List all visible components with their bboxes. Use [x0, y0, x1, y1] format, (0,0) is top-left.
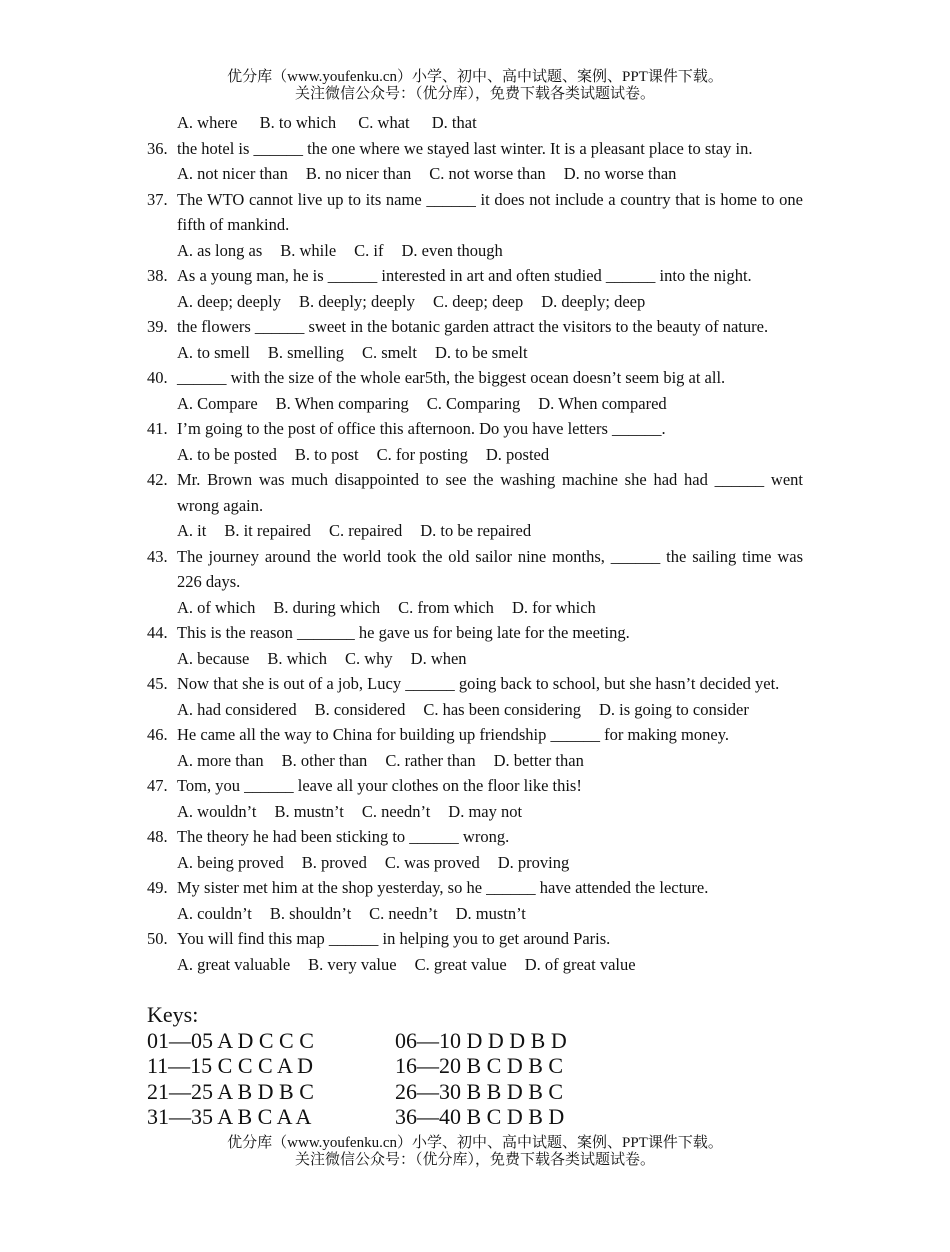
- question-item: [147, 365, 807, 391]
- key-row: [147, 1104, 567, 1130]
- option: C. from which: [398, 597, 494, 617]
- option: D. of great value: [524, 954, 636, 974]
- question-number: 41.: [147, 419, 168, 438]
- question-stem: You will find this map ______ in helping you to get around Paris.: [177, 929, 611, 948]
- key-entry: 36—40 B C D B D: [395, 1104, 565, 1129]
- option: B. while: [280, 240, 337, 260]
- option-row: [147, 595, 807, 621]
- option-row: [147, 799, 807, 825]
- question-item: [147, 620, 807, 646]
- option-row: [147, 748, 807, 774]
- option: C. what: [358, 113, 410, 132]
- option: C. why: [344, 648, 393, 668]
- option: C. needn’t: [361, 801, 431, 821]
- option: B. during which: [273, 597, 381, 617]
- option: A. Compare: [177, 393, 258, 413]
- option-row: [147, 952, 807, 978]
- question-item: [147, 314, 807, 340]
- question-item: [147, 187, 807, 238]
- option: A. great valuable: [177, 954, 291, 974]
- key-entry: 16—20 B C D B C: [395, 1053, 564, 1078]
- header-line-1: 优分库（www.youfenku.cn）小学、初中、高中试题、案例、PPT课件下载。: [227, 69, 723, 85]
- question-number: 45.: [147, 674, 168, 693]
- page-header: [0, 69, 950, 103]
- question-stem: The journey around the world took the old sailor nine months, ______ the sailing time was 226 days.: [177, 546, 803, 591]
- header-line-2: 关注微信公众号：（优分库），免费下载各类试题试卷。: [294, 86, 655, 102]
- option: D. that: [431, 113, 477, 132]
- option: C. great value: [414, 954, 507, 974]
- option: A. as long as: [177, 240, 263, 260]
- question-number: 47.: [147, 776, 168, 795]
- question-number: 42.: [147, 470, 168, 489]
- key-entry: 26—30 B B D B C: [395, 1078, 564, 1104]
- question-number: 38.: [147, 266, 168, 285]
- option: D. for which: [511, 597, 596, 617]
- option: D. no worse than: [563, 164, 677, 183]
- option: B. to which: [259, 113, 337, 132]
- option: B. shouldn’t: [269, 903, 352, 923]
- question-item: [147, 671, 807, 697]
- question-item: [147, 263, 807, 289]
- option-row: [147, 340, 807, 366]
- question-item: [147, 875, 807, 901]
- option: C. smelt: [361, 342, 417, 362]
- option-row: [147, 391, 807, 417]
- option-row: [147, 110, 807, 136]
- key-entry: 01—05 A D C C C: [147, 1027, 314, 1053]
- option: C. was proved: [384, 852, 480, 872]
- option: A. deep; deeply: [177, 291, 282, 311]
- question-number: 49.: [147, 878, 168, 897]
- option: D. is going to consider: [598, 699, 749, 719]
- question-number: 36.: [147, 138, 168, 158]
- option: A. it: [177, 521, 207, 540]
- question-stem: Now that she is out of a job, Lucy ______ going back to school, but she hasn’t decided yet.: [177, 674, 780, 693]
- option: A. not nicer than: [177, 164, 288, 183]
- option: B. to post: [294, 444, 359, 464]
- question-stem: This is the reason _______ he gave us for being late for the meeting.: [177, 623, 630, 642]
- option: C. needn’t: [369, 903, 438, 923]
- option: B. deeply; deeply: [299, 291, 415, 311]
- option: A. because: [177, 648, 250, 668]
- option-row: [147, 901, 807, 927]
- key-entry: 21—25 A B D B C: [147, 1078, 314, 1104]
- question-stem: The theory he had been sticking to ______ wrong.: [177, 827, 510, 846]
- option: B. which: [267, 648, 327, 668]
- option: A. to be posted: [177, 444, 277, 464]
- option: B. very value: [308, 954, 397, 974]
- option: C. not worse than: [429, 164, 546, 183]
- keys-rows: [147, 1028, 567, 1130]
- option: D. when: [410, 648, 467, 668]
- question-stem: He came all the way to China for building up friendship ______ for making money.: [177, 725, 730, 744]
- question-number: 37.: [147, 189, 168, 209]
- page-footer: [0, 1135, 950, 1169]
- question-number: 46.: [147, 725, 168, 744]
- option: C. rather than: [385, 750, 476, 770]
- option: D. better than: [493, 750, 584, 770]
- option: A. being proved: [177, 852, 284, 872]
- question-number: 50.: [147, 929, 168, 948]
- option: A. couldn’t: [177, 903, 252, 923]
- option: D. proving: [497, 852, 570, 872]
- question-item: [147, 722, 807, 748]
- option-row: [147, 161, 807, 187]
- option: A. to smell: [177, 342, 250, 362]
- option: A. where: [177, 113, 238, 132]
- option: D. even though: [401, 240, 503, 260]
- question-number: 43.: [147, 546, 168, 566]
- option: C. has been considering: [423, 699, 581, 719]
- question-stem: As a young man, he is ______ interested in art and often studied ______ into the night.: [177, 266, 752, 285]
- option: D. posted: [485, 444, 550, 464]
- key-row: [147, 1079, 567, 1105]
- question-stem: ______ with the size of the whole ear5th, the biggest ocean doesn’t seem big at all.: [177, 368, 726, 387]
- question-stem: My sister met him at the shop yesterday, so he ______ have attended the lecture.: [177, 878, 709, 897]
- question-item: [147, 416, 807, 442]
- key-row: [147, 1053, 567, 1079]
- option: B. considered: [314, 699, 406, 719]
- questions: [147, 136, 807, 978]
- option-row: [147, 442, 807, 468]
- question-number: 40.: [147, 368, 168, 387]
- keys-title: Keys:: [147, 1002, 199, 1027]
- answer-keys: [147, 1002, 567, 1130]
- option: B. mustn’t: [274, 801, 344, 821]
- option-row: [147, 646, 807, 672]
- option: D. may not: [448, 801, 523, 821]
- option: B. it repaired: [224, 521, 311, 540]
- question-stem: I’m going to the post of office this afternoon. Do you have letters ______.: [177, 419, 666, 438]
- option-row: [147, 518, 807, 544]
- question-item: [147, 544, 807, 595]
- option: A. had considered: [177, 699, 297, 719]
- option: B. other than: [281, 750, 368, 770]
- question-number: 39.: [147, 317, 168, 336]
- option: A. wouldn’t: [177, 801, 257, 821]
- option-row: [147, 289, 807, 315]
- key-row: [147, 1028, 567, 1054]
- question-stem: Mr. Brown was much disappointed to see the washing machine she had had ______ went wrong again.: [177, 470, 803, 515]
- question-number: 48.: [147, 827, 168, 846]
- option-row: [147, 238, 807, 264]
- question-item: [147, 136, 807, 162]
- option: A. of which: [177, 597, 256, 617]
- option: A. more than: [177, 750, 264, 770]
- question-stem: the flowers ______ sweet in the botanic garden attract the visitors to the beauty of nature.: [177, 317, 769, 336]
- option: C. deep; deep: [432, 291, 524, 311]
- question-item: [147, 467, 807, 518]
- option: C. repaired: [328, 521, 403, 540]
- question-stem: Tom, you ______ leave all your clothes on the floor like this!: [177, 776, 582, 795]
- footer-line-2: 关注微信公众号：（优分库），免费下载各类试题试卷。: [294, 1152, 655, 1168]
- option-row: [147, 850, 807, 876]
- option: B. smelling: [267, 342, 344, 362]
- question-stem: The WTO cannot live up to its name ______ it does not include a country that is home to one fifth of mankind.: [177, 189, 803, 234]
- option: D. deeply; deep: [541, 291, 646, 311]
- question-stem: the hotel is ______ the one where we stayed last winter. It is a pleasant place to stay in.: [177, 138, 753, 158]
- option: C. Comparing: [426, 393, 521, 413]
- option: B. proved: [301, 852, 367, 872]
- option-row: [147, 697, 807, 723]
- question-item: [147, 824, 807, 850]
- option: B. no nicer than: [305, 164, 412, 183]
- option: C. for posting: [376, 444, 468, 464]
- option: C. if: [354, 240, 384, 260]
- option: D. to be smelt: [434, 342, 528, 362]
- option: D. When compared: [538, 393, 667, 413]
- key-entry: 11—15 C C C A D: [147, 1053, 314, 1078]
- option: B. When comparing: [275, 393, 409, 413]
- footer-line-1: 优分库（www.youfenku.cn）小学、初中、高中试题、案例、PPT课件下载。: [227, 1135, 723, 1151]
- key-entry: 06—10 D D D B D: [395, 1027, 567, 1053]
- key-entry: 31—35 A B C A A: [147, 1104, 312, 1129]
- option: D. to be repaired: [420, 521, 532, 540]
- option: D. mustn’t: [455, 903, 526, 923]
- question-item: [147, 773, 807, 799]
- question-item: [147, 926, 807, 952]
- question-list: [147, 110, 807, 977]
- question-number: 44.: [147, 623, 168, 642]
